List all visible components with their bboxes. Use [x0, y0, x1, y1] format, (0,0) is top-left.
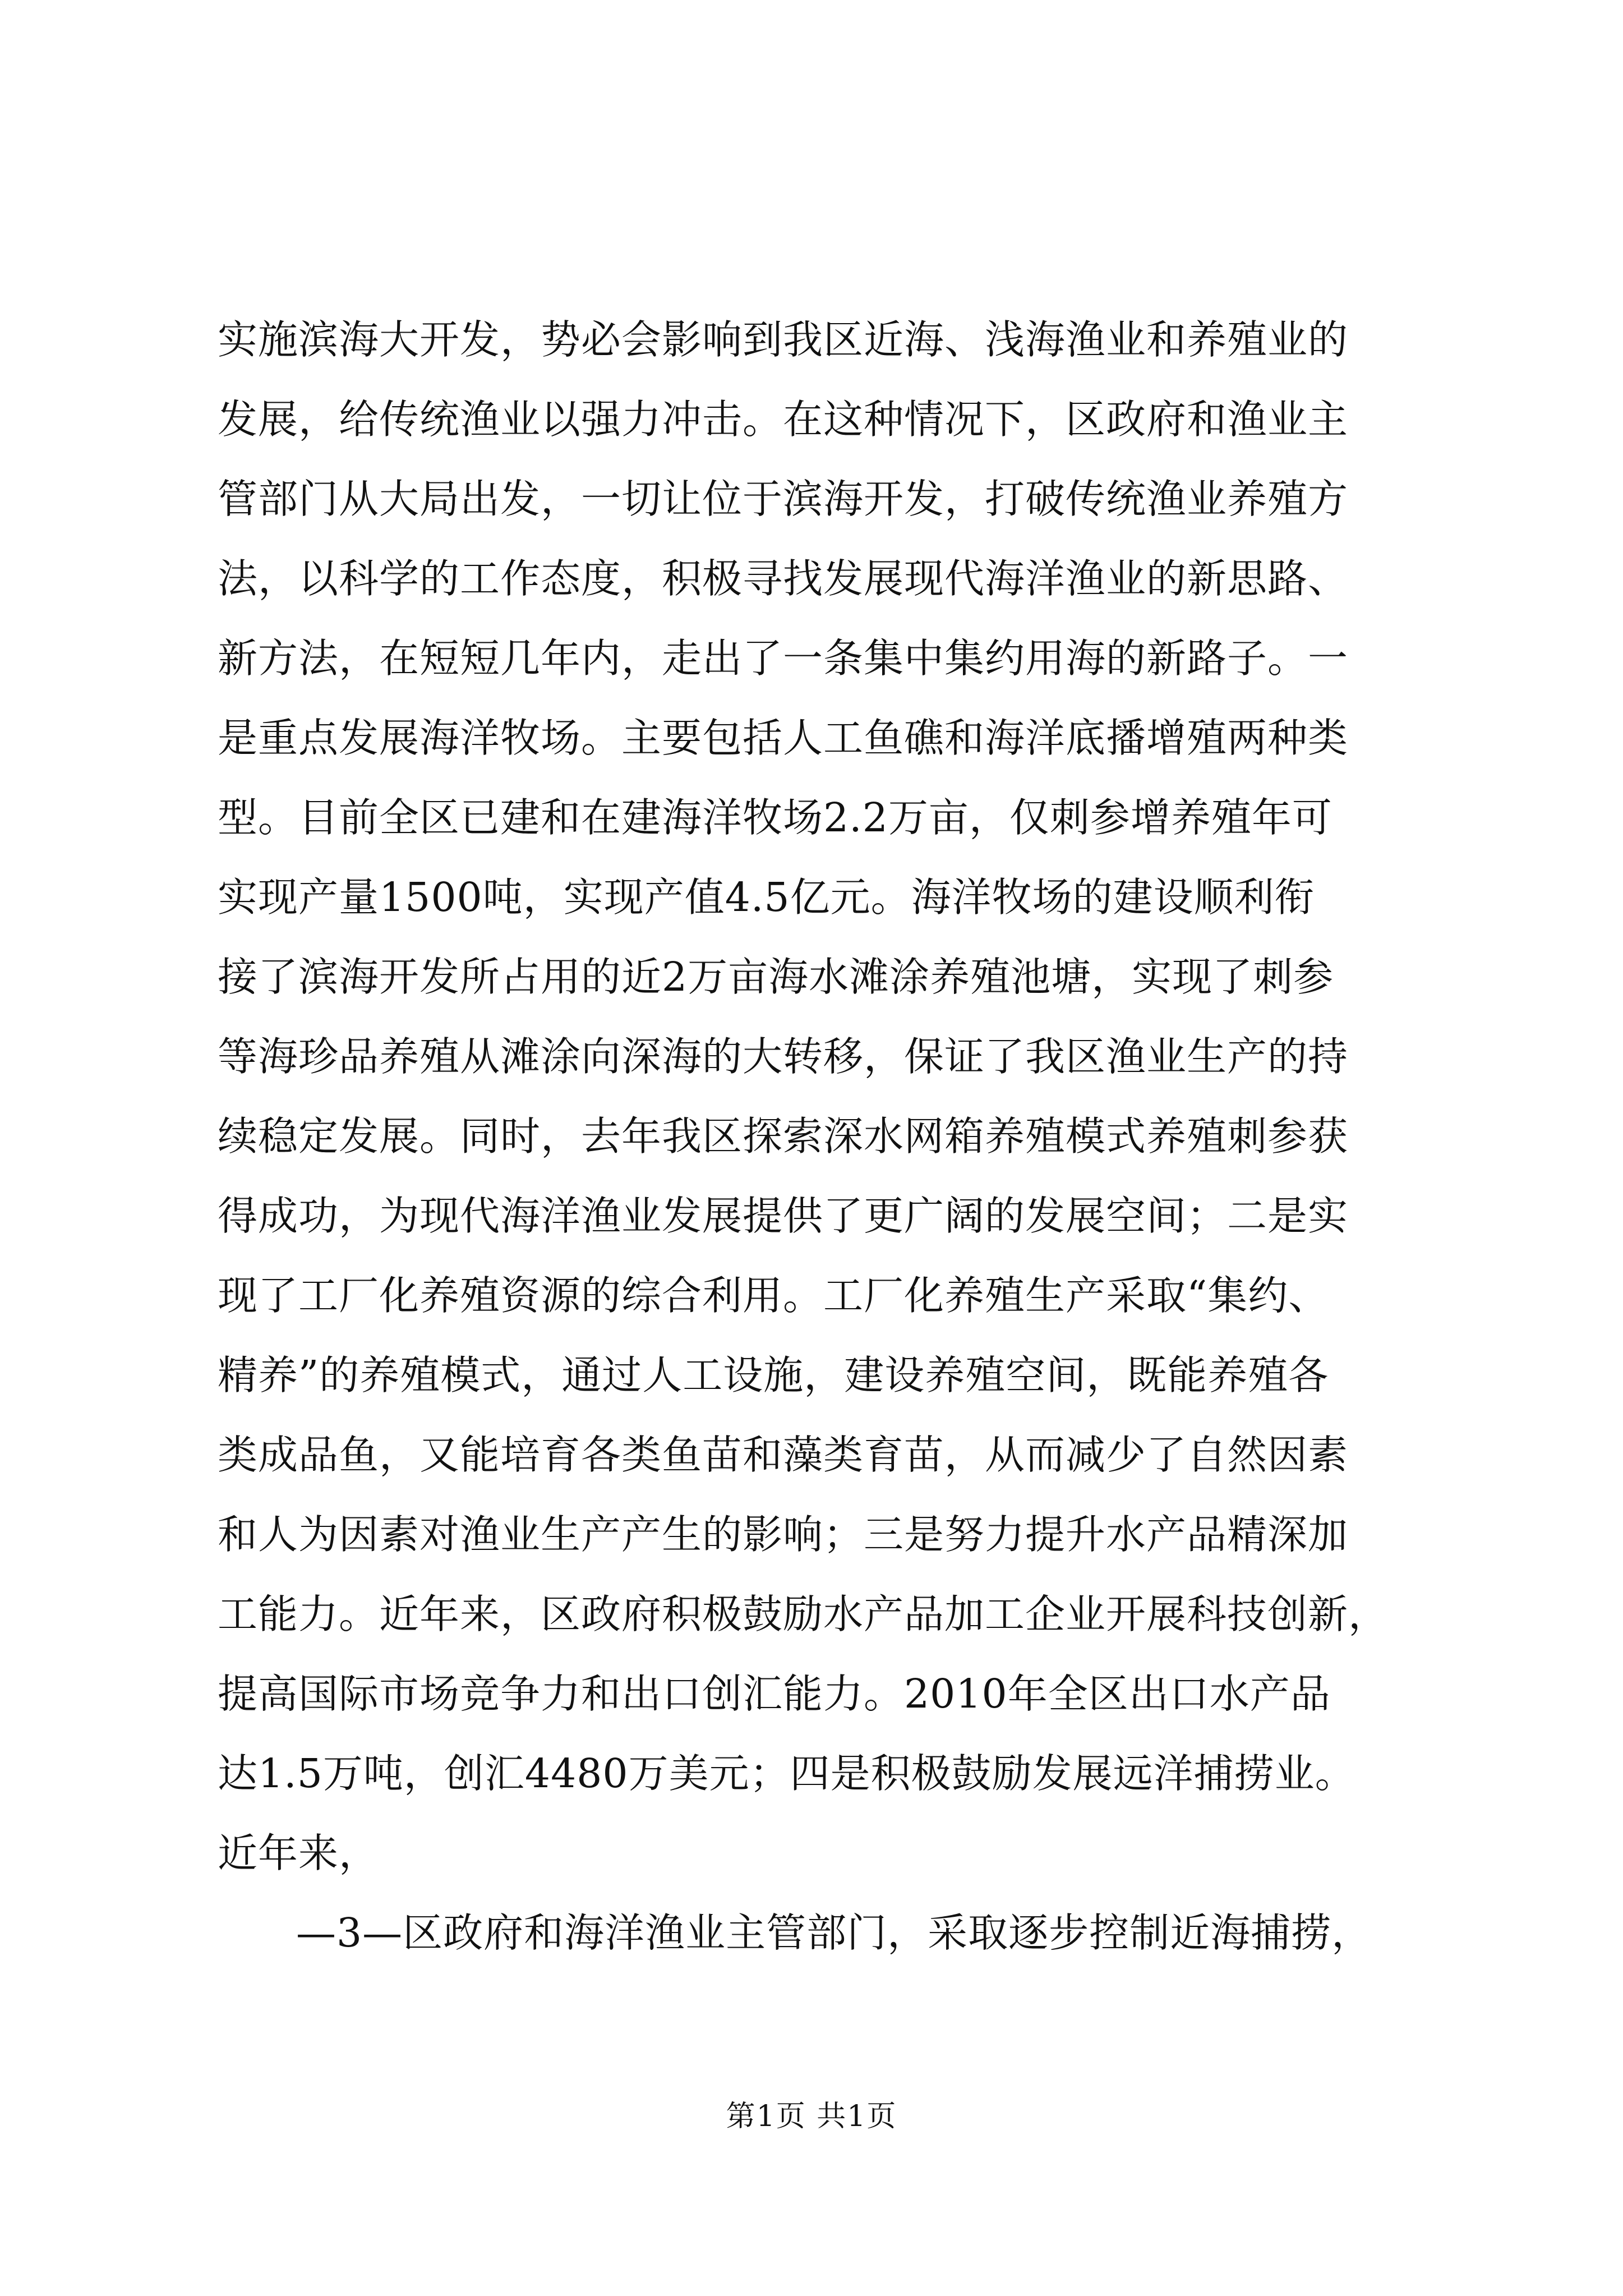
text-line: 类成品鱼，又能培育各类鱼苗和藻类育苗，从而减少了自然因素 — [218, 1432, 1349, 1478]
text-line: 管部门从大局出发，一切让位于滨海开发，打破传统渔业养殖方 — [218, 476, 1349, 522]
text-line: 是重点发展海洋牧场。主要包括人工鱼礁和海洋底播增殖两种类 — [218, 715, 1349, 761]
text-line: 和人为因素对渔业生产产生的影响；三是努力提升水产品精深加 — [218, 1511, 1349, 1558]
document-body — [218, 300, 1429, 1973]
text-line: 法，以科学的工作态度，积极寻找发展现代海洋渔业的新思路、 — [218, 555, 1349, 602]
text-line: 实现产量1500吨，实现产值4.5亿元。海洋牧场的建设顺利衔 — [218, 874, 1315, 921]
text-line: 提高国际市场竞争力和出口创汇能力。2010年全区出口水产品 — [218, 1671, 1331, 1717]
text-line: 现了工厂化养殖资源的综合利用。工厂化养殖生产采取“集约、 — [218, 1272, 1329, 1319]
text-line: 型。目前全区已建和在建海洋牧场2.2万亩，仅刺参增养殖年可 — [218, 794, 1332, 841]
text-line-indented: —3—区政府和海洋渔业主管部门，采取逐步控制近海捕捞， — [296, 1910, 1372, 1956]
text-line: 得成功，为现代海洋渔业发展提供了更广阔的发展空间；二是实 — [218, 1193, 1349, 1239]
text-line: 近年来， — [218, 1830, 380, 1876]
text-line: 实施滨海大开发，势必会影响到我区近海、浅海渔业和养殖业的 — [218, 316, 1349, 363]
text-line: 达1.5万吨，创汇4480万美元；四是积极鼓励发展远洋捕捞业。 — [218, 1750, 1355, 1797]
page-number-label: 第1页 共1页 — [726, 2100, 897, 2133]
text-line: 精养”的养殖模式，通过人工设施，建设养殖空间，既能养殖各 — [218, 1352, 1329, 1398]
text-line: 接了滨海开发所占用的近2万亩海水滩涂养殖池塘，实现了刺参 — [218, 954, 1334, 1000]
text-line: 发展，给传统渔业以强力冲击。在这种情况下，区政府和渔业主 — [218, 396, 1349, 443]
text-line: 等海珍品养殖从滩涂向深海的大转移，保证了我区渔业生产的持 — [218, 1033, 1349, 1080]
text-line: 续稳定发展。同时，去年我区探索深水网箱养殖模式养殖刺参获 — [218, 1113, 1349, 1159]
text-line: 工能力。近年来，区政府积极鼓励水产品加工企业开展科技创新， — [218, 1591, 1389, 1637]
page-footer — [0, 2097, 1623, 2136]
text-line: 新方法，在短短几年内，走出了一条集中集约用海的新路子。一 — [218, 635, 1349, 682]
